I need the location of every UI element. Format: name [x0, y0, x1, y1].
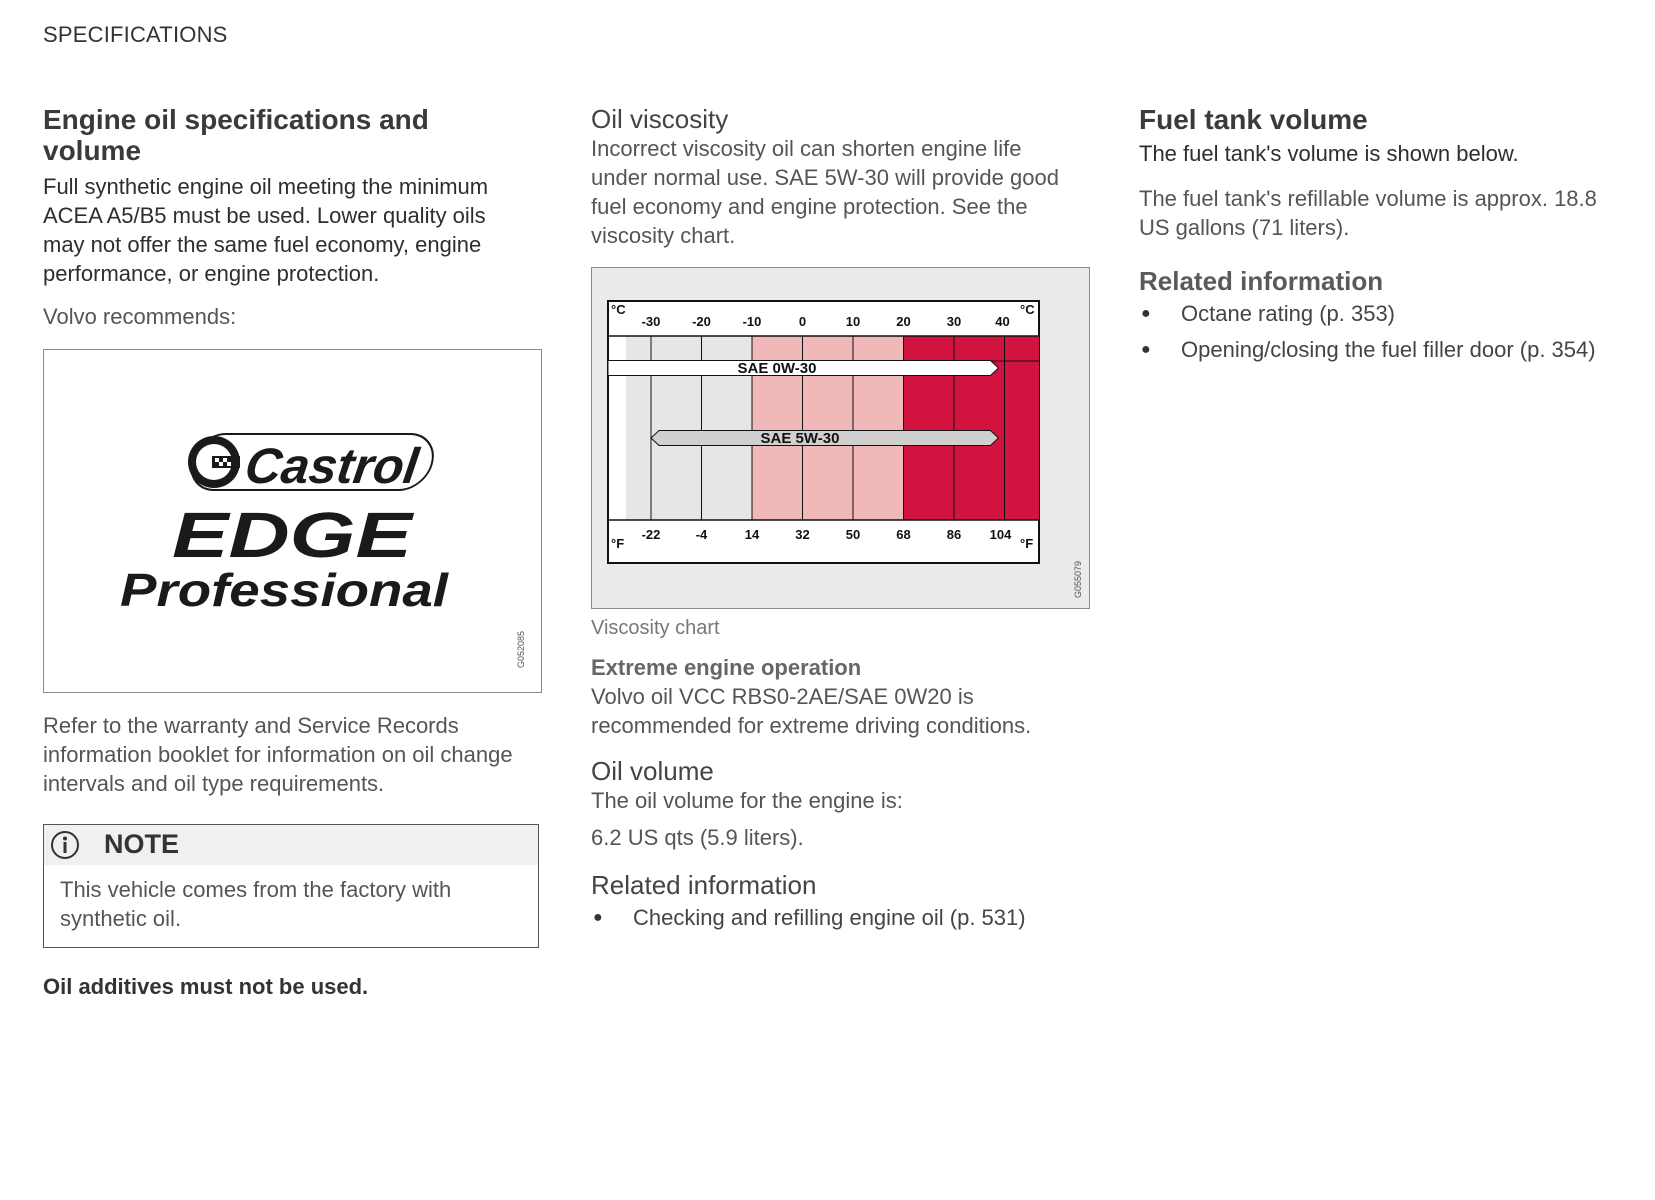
- related-list-fuel: [1139, 296, 1639, 368]
- celsius-tick-7: 40: [995, 314, 1010, 329]
- engine-oil-title: Engine oil specifications and volume: [43, 104, 429, 166]
- logo-castrol-text: Castrol: [241, 438, 422, 494]
- celsius-tick-2: -10: [742, 314, 762, 329]
- viscosity-range-label-1: SAE 5W-30: [760, 430, 840, 447]
- oil-volume-text: The oil volume for the engine is:: [591, 788, 903, 813]
- fahrenheit-tick-6: 86: [946, 527, 962, 542]
- engine-oil-intro: Full synthetic engine oil meeting the minimum ACEA A5/B5 must be used. Lower quality oils may not offer the same fuel economy, engine performance, or engine protection.: [43, 174, 489, 286]
- fahrenheit-tick-2: 14: [744, 527, 760, 542]
- viscosity-chart: [592, 268, 1089, 608]
- fahrenheit-tick-3: 32: [795, 527, 810, 542]
- chart-caption: Viscosity chart: [591, 617, 720, 639]
- chart-figure-code: G055079: [1073, 560, 1083, 598]
- fahrenheit-tick-5: 68: [896, 527, 911, 542]
- note-box: [43, 824, 539, 948]
- celsius-tick-6: 30: [946, 314, 962, 329]
- oil-viscosity-text: Incorrect viscosity oil can shorten engine life under normal use. SAE 5W-30 will provide good fuel economy and engine protection. See the viscosity chart.: [591, 136, 1059, 248]
- fuel-tank-column: [1139, 104, 1639, 368]
- fuel-tank-title: Fuel tank volume: [1139, 104, 1368, 135]
- related-list-oil: [591, 900, 1091, 936]
- fahrenheit-tick-1: -4: [695, 527, 708, 542]
- celsius-tick-0: -30: [641, 314, 661, 329]
- warranty-refer-text: Refer to the warranty and Service Records information booklet for information on oil change intervals and oil type requirements.: [43, 713, 513, 796]
- logo-figure-code: G052085: [516, 630, 526, 668]
- fuel-tank-volume-text: The fuel tank's refillable volume is approx. 18.8 US gallons (71 liters).: [1139, 186, 1597, 240]
- celsius-unit-right: °C: [1020, 302, 1035, 317]
- oil-additives-warning: Oil additives must not be used.: [43, 974, 369, 999]
- celsius-unit-left: °C: [611, 302, 626, 317]
- fuel-tank-intro: The fuel tank's volume is shown below.: [1139, 141, 1519, 166]
- section-label: SPECIFICATIONS: [43, 22, 228, 47]
- celsius-tick-4: 10: [845, 314, 861, 329]
- fahrenheit-tick-7: 104: [989, 527, 1012, 542]
- engine-oil-column: [43, 104, 543, 1001]
- fahrenheit-tick-0: -22: [641, 527, 661, 542]
- celsius-tick-5: 20: [896, 314, 911, 329]
- fahrenheit-unit-left: °F: [611, 536, 625, 551]
- extreme-operation-text: Volvo oil VCC RBS0-2AE/SAE 0W20 is recommended for extreme driving conditions.: [591, 684, 1032, 738]
- related-link-refill-oil[interactable]: ● Checking and refilling engine oil (p. 531): [591, 900, 1091, 936]
- viscosity-range-label-0: SAE 0W-30: [737, 360, 817, 377]
- oil-viscosity-column: [591, 104, 1091, 936]
- fahrenheit-tick-4: 50: [845, 527, 861, 542]
- logo-professional-text: Professional: [120, 564, 450, 616]
- extreme-operation-title: Extreme engine operation: [591, 655, 862, 680]
- castrol-edge-professional-logo: [44, 350, 541, 692]
- castrol-logo-figure: [43, 349, 542, 693]
- info-icon: [50, 830, 80, 860]
- note-header: [44, 825, 538, 865]
- note-body-text: This vehicle comes from the factory with synthetic oil.: [60, 877, 452, 931]
- oil-volume-value: 6.2 US qts (5.9 liters).: [591, 825, 804, 850]
- fahrenheit-unit-right: °F: [1020, 536, 1034, 551]
- related-link-octane[interactable]: ● Octane rating (p. 353): [1139, 296, 1639, 332]
- viscosity-chart-figure: [591, 267, 1090, 609]
- oil-viscosity-title: Oil viscosity: [591, 104, 729, 134]
- related-link-filler-door[interactable]: ● Opening/closing the fuel filler door (p. 354): [1139, 332, 1639, 368]
- oil-volume-title: Oil volume: [591, 756, 714, 786]
- related-info-title-fuel: Related information: [1139, 266, 1384, 296]
- related-info-title-oil: Related information: [591, 870, 817, 900]
- note-title: NOTE: [104, 829, 180, 859]
- celsius-tick-1: -20: [692, 314, 711, 329]
- celsius-tick-3: 0: [798, 314, 807, 329]
- logo-edge-text: EDGE: [172, 499, 416, 571]
- volvo-recommends: Volvo recommends:: [43, 304, 237, 329]
